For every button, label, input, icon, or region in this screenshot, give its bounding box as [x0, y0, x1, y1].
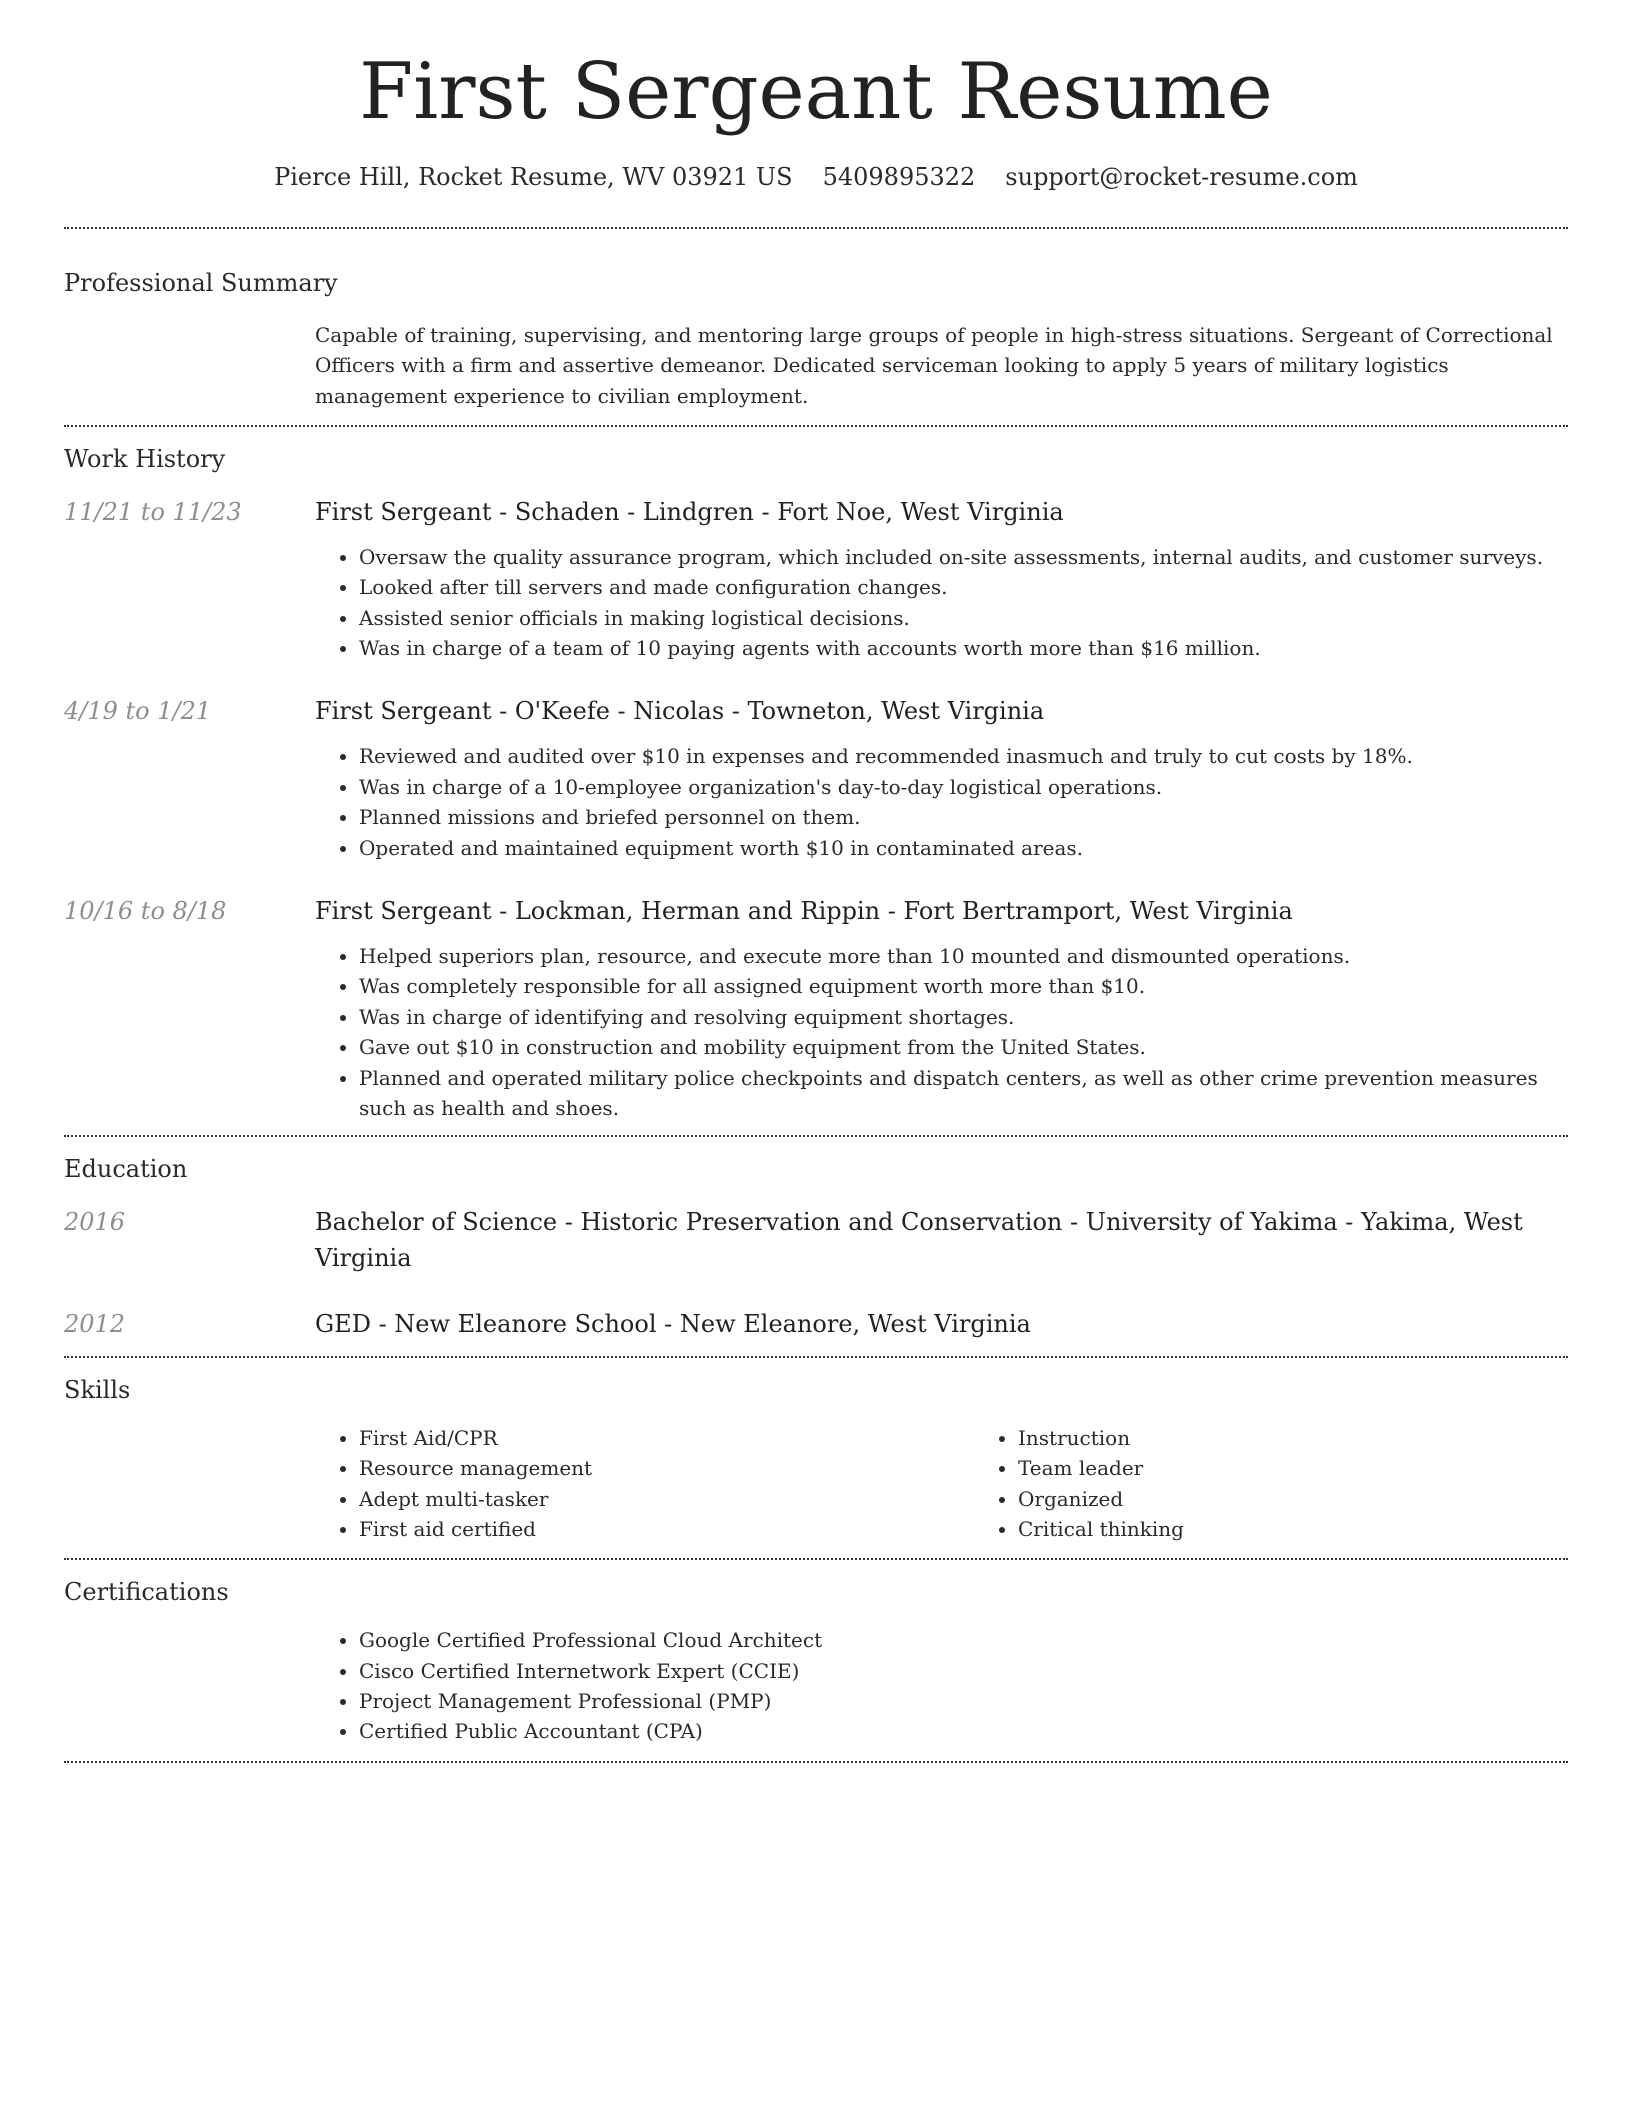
summary-section — [64, 229, 1568, 425]
skills-list-right — [974, 1423, 1568, 1545]
list-item: • Organized — [1018, 1484, 1568, 1514]
education-heading: Bachelor of Science - Historic Preservation and Conservation - University of Yakima - Yakima, West Virginia — [315, 1208, 1523, 1273]
section-title-education: Education — [64, 1155, 188, 1184]
job-heading: First Sergeant - Schaden - Lindgren - Fort Noe, West Virginia — [315, 497, 1064, 526]
contact-phone: 5409895322 — [822, 162, 976, 191]
job-dates: 11/21 to 11/23 — [64, 497, 242, 526]
list-item: • Was in charge of a team of 10 paying agents with accounts worth more than $16 million. — [359, 633, 1568, 663]
job-heading: First Sergeant - Lockman, Herman and Rippin - Fort Bertramport, West Virginia — [315, 896, 1293, 925]
job-bullets — [315, 941, 1568, 1123]
section-title-work: Work History — [64, 445, 226, 474]
list-item: • First Aid/CPR — [359, 1423, 974, 1453]
job-dates: 4/19 to 1/21 — [64, 697, 212, 726]
resume-header — [64, 0, 1568, 193]
list-item: • Gave out $10 in construction and mobility equipment from the United States. — [359, 1032, 1568, 1062]
job-heading: First Sergeant - O'Keefe - Nicolas - Towneton, West Virginia — [315, 697, 1045, 726]
certifications-section — [64, 1560, 1568, 1760]
list-item: • Helped superiors plan, resource, and execute more than 10 mounted and dismounted operations. — [359, 941, 1568, 971]
work-section — [64, 427, 1568, 1135]
list-item: • Operated and maintained equipment worth $10 in contaminated areas. — [359, 833, 1568, 863]
list-item: • Google Certified Professional Cloud Architect — [359, 1625, 1568, 1655]
list-item: • Resource management — [359, 1453, 974, 1483]
education-section — [64, 1137, 1568, 1356]
job-dates: 10/16 to 8/18 — [64, 896, 227, 925]
job-entry — [64, 893, 1568, 1123]
contact-line — [64, 162, 1568, 193]
job-entry — [64, 494, 1568, 664]
list-item: • Was in charge of a 10-employee organization's day-to-day logistical operations. — [359, 772, 1568, 802]
list-item: • First aid certified — [359, 1514, 974, 1544]
education-entry — [64, 1306, 1568, 1342]
list-item: • Cisco Certified Internetwork Expert (CCIE) — [359, 1656, 1568, 1686]
list-item: • Adept multi-tasker — [359, 1484, 974, 1514]
section-divider — [64, 1761, 1568, 1763]
list-item: • Was completely responsible for all assigned equipment worth more than $10. — [359, 971, 1568, 1001]
list-item: • Looked after till servers and made configuration changes. — [359, 572, 1568, 602]
education-heading: GED - New Eleanore School - New Eleanore, West Virginia — [315, 1310, 1031, 1339]
certifications-list — [315, 1625, 1568, 1747]
list-item: • Certified Public Accountant (CPA) — [359, 1716, 1568, 1746]
page-title: First Sergeant Resume — [359, 47, 1273, 137]
section-title-certifications: Certifications — [64, 1578, 229, 1607]
list-item: • Critical thinking — [1018, 1514, 1568, 1544]
section-title-summary: Professional Summary — [64, 269, 338, 298]
list-item: • Instruction — [1018, 1423, 1568, 1453]
summary-text: Capable of training, supervising, and mentoring large groups of people in high-stress situations. Sergeant of Correctional Officers with a firm and assertive demeanor. Dedicated serviceman looking to apply 5 years of military logistics management experience to civilian employment. — [315, 322, 1553, 408]
contact-address: Pierce Hill, Rocket Resume, WV 03921 US — [274, 162, 793, 191]
list-item: • Assisted senior officials in making logistical decisions. — [359, 603, 1568, 633]
skills-grid — [315, 1423, 1568, 1545]
list-item: • Planned and operated military police checkpoints and dispatch centers, as well as other crime prevention measures such as health and shoes. — [359, 1063, 1568, 1124]
skills-list-left — [315, 1423, 974, 1545]
education-year: 2012 — [64, 1310, 126, 1339]
education-entry — [64, 1204, 1568, 1276]
job-entry — [64, 693, 1568, 863]
list-item: • Reviewed and audited over $10 in expenses and recommended inasmuch and truly to cut costs by 18%. — [359, 741, 1568, 771]
list-item: • Was in charge of identifying and resolving equipment shortages. — [359, 1002, 1568, 1032]
list-item: • Planned missions and briefed personnel on them. — [359, 802, 1568, 832]
job-bullets — [315, 542, 1568, 664]
list-item: • Project Management Professional (PMP) — [359, 1686, 1568, 1716]
education-year: 2016 — [64, 1208, 126, 1237]
section-title-skills: Skills — [64, 1376, 131, 1405]
contact-email: support@rocket-resume.com — [1005, 162, 1358, 191]
list-item: • Oversaw the quality assurance program, which included on-site assessments, internal audits, and customer surveys. — [359, 542, 1568, 572]
job-bullets — [315, 741, 1568, 863]
list-item: • Team leader — [1018, 1453, 1568, 1483]
skills-section — [64, 1358, 1568, 1558]
